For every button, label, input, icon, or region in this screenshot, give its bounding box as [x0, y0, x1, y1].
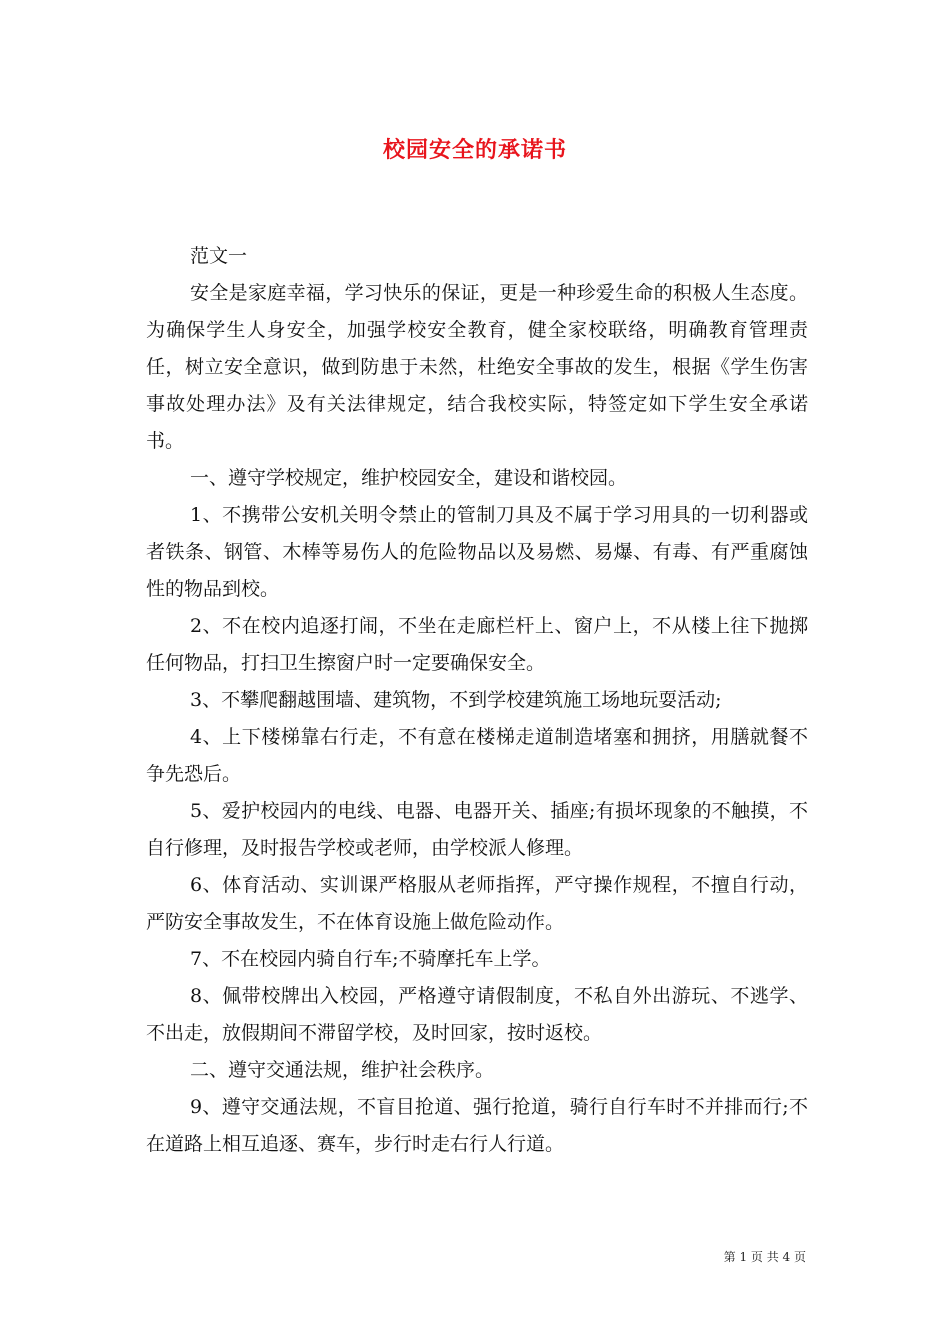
paragraph-section-1: 一、遵守学校规定，维护校园安全，建设和谐校园。: [190, 467, 628, 489]
paragraph-item-7: 7、不在校园内骑自行车;不骑摩托车上学。: [190, 948, 551, 970]
paragraph-sample-label: 范文一: [190, 245, 248, 267]
paragraph-item-2: 2、不在校内追逐打闹，不坐在走廊栏杆上、窗户上，不从楼上往下抛掷任何物品，打扫卫生擦窗户时一定要确保安全。: [146, 615, 808, 674]
paragraph-intro: 安全是家庭幸福，学习快乐的保证，更是一种珍爱生命的积极人生态度。为确保学生人身安全，加强学校安全教育，健全家校联络，明确教育管理责任，树立安全意识，做到防患于未然，杜绝安全事故的发生，根据《学生伤害事故处理办法》及有关法律规定，结合我校实际，特签定如下学生安全承诺书。: [146, 282, 808, 452]
paragraph-item-9: 9、遵守交通法规，不盲目抢道、强行抢道，骑行自行车时不并排而行;不在道路上相互追逐、赛车，步行时走右行人行道。: [146, 1096, 808, 1155]
page-number-footer: 第 1 页 共 4 页: [723, 1250, 806, 1264]
document-title: 校园安全的承诺书: [382, 137, 567, 163]
paragraph-item-1: 1、不携带公安机关明令禁止的管制刀具及不属于学习用具的一切利器或者铁条、钢管、木棒等易伤人的危险物品以及易燃、易爆、有毒、有严重腐蚀性的物品到校。: [146, 504, 808, 600]
paragraph-item-8: 8、佩带校牌出入校园，严格遵守请假制度，不私自外出游玩、不逃学、不出走，放假期间不滞留学校，及时回家，按时返校。: [146, 985, 808, 1044]
paragraph-item-4: 4、上下楼梯靠右行走，不有意在楼梯走道制造堵塞和拥挤，用膳就餐不争先恐后。: [146, 726, 808, 785]
paragraph-item-5: 5、爱护校园内的电线、电器、电器开关、插座;有损坏现象的不触摸，不自行修理，及时报告学校或老师，由学校派人修理。: [146, 800, 808, 859]
paragraph-item-6: 6、体育活动、实训课严格服从老师指挥，严守操作规程，不擅自行动，严防安全事故发生，不在体育设施上做危险动作。: [146, 874, 808, 933]
paragraph-section-2: 二、遵守交通法规，维护社会秩序。: [190, 1059, 495, 1081]
paragraph-item-3: 3、不攀爬翻越围墙、建筑物，不到学校建筑施工场地玩耍活动;: [190, 689, 722, 711]
document-body: [146, 238, 808, 1163]
